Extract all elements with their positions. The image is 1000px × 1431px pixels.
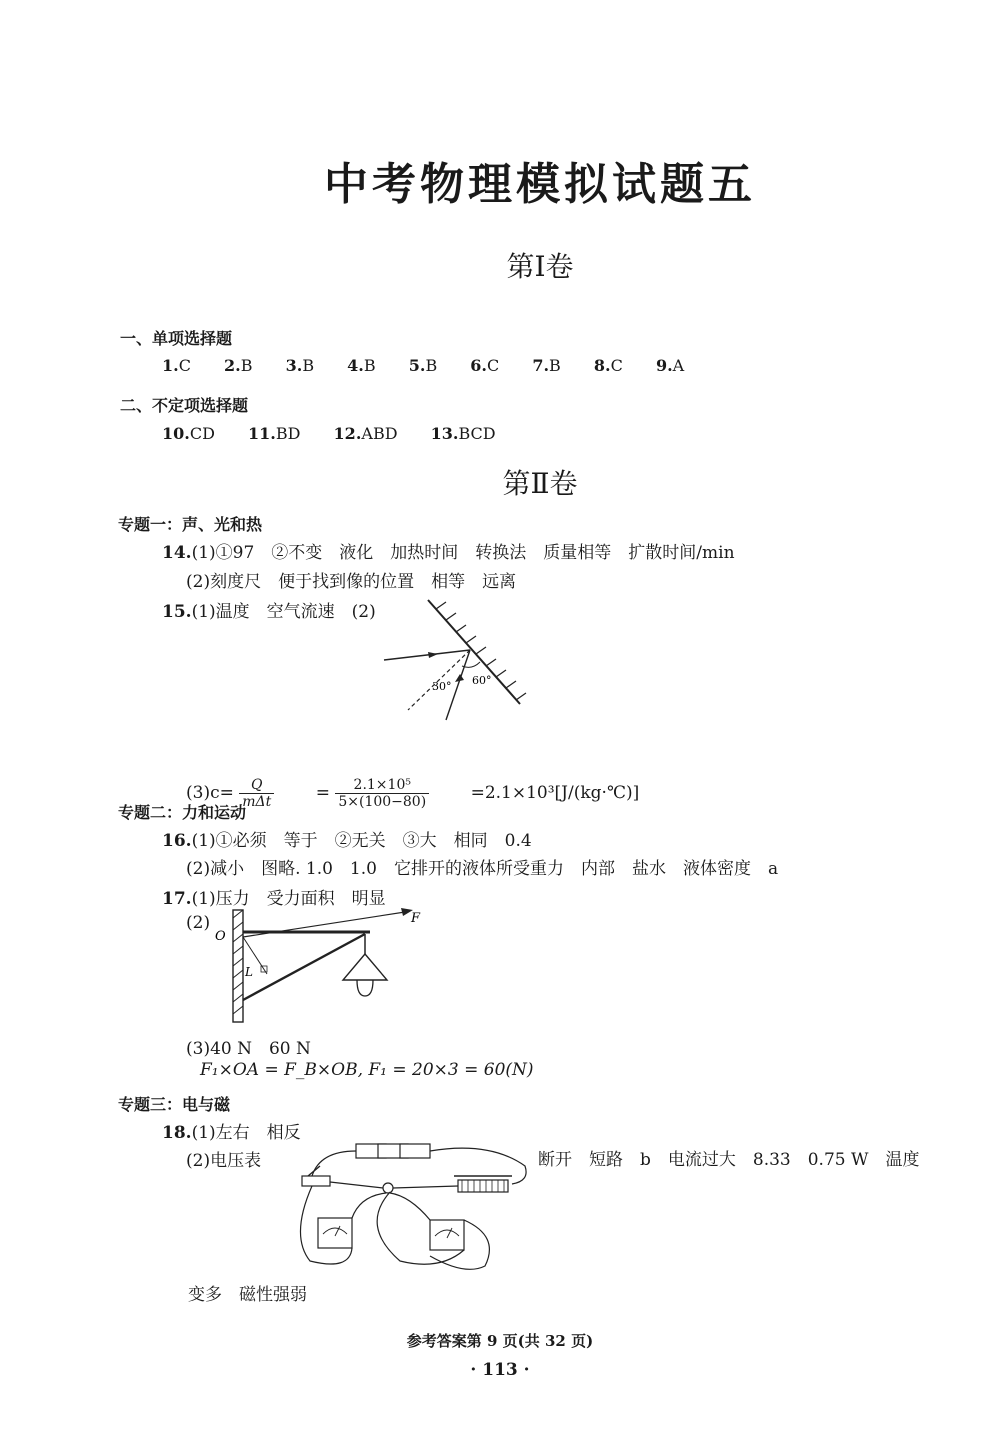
answer-item: 11.BD (248, 424, 301, 443)
answer-item: 5.B (408, 356, 438, 375)
q17-line1: 17.(1)压力 受力面积 明显 (162, 889, 386, 909)
q18-line2: (2)电压表 (186, 1151, 262, 1171)
reflection-diagram (380, 592, 540, 722)
answer-item: 12.ABD (333, 424, 398, 443)
q14-line1: 14.(1)①97 ②不变 液化 加热时间 转换法 质量相等 扩散时间/min (162, 543, 735, 563)
topic2-heading: 专题二：力和运动 (118, 803, 247, 822)
angle-30-label: 30° (432, 680, 452, 693)
q14-line2: (2)刻度尺 便于找到像的位置 相等 远离 (186, 572, 517, 592)
q15-line1: 15.(1)温度 空气流速 (2) (162, 602, 376, 622)
q18-right-answers: 断开 短路 b 电流过大 8.33 0.75 W 温度 (538, 1150, 920, 1170)
section1-heading: 一、单项选择题 (120, 329, 233, 348)
circuit-diagram (290, 1136, 535, 1276)
q16-line1: 16.(1)①必须 等于 ②无关 ③大 相同 0.4 (162, 831, 532, 851)
page-title: 中考物理模拟试题五 (324, 159, 756, 210)
q17-formula: F₁×OA = F_B×OB, F₁ = 20×3 = 60(N) (200, 1060, 534, 1080)
topic1-heading: 专题一：声、光和热 (118, 515, 263, 534)
answer-item: 8.C (593, 356, 623, 375)
topic3-heading: 专题三：电与磁 (118, 1095, 231, 1114)
page-number: · 113 · (470, 1360, 530, 1380)
q17-part2-label: (2) (186, 913, 211, 933)
answer-item: 4.B (347, 356, 376, 375)
force-f-label: F (411, 911, 421, 926)
q16-line2: (2)减小 图略. 1.0 1.0 它排开的液体所受重力 内部 盐水 液体密度 a (186, 859, 779, 879)
section1-answers (162, 356, 684, 375)
answer-item: 13.BCD (430, 424, 496, 443)
q17-line3: (3)40 N 60 N (186, 1039, 311, 1059)
q18-tail: 变多 磁性强弱 (188, 1285, 307, 1305)
answer-item: 10.CD (162, 424, 215, 443)
fraction-q-over-mdt: $\frac{Q}{\text{mΔt}}$ (239, 777, 292, 810)
angle-60-label: 60° (472, 674, 492, 687)
section2-heading: 二、不定项选择题 (120, 396, 249, 415)
lever-arm-l-label: L (245, 965, 253, 979)
footer-reference: 参考答案第 9 页(共 32 页) (406, 1332, 594, 1350)
volume-2-heading: 第Ⅱ卷 (502, 467, 578, 500)
answer-item: 9.A (655, 356, 685, 375)
answer-item: 6.C (470, 356, 500, 375)
section2-answers (162, 424, 496, 443)
answer-item: 1.C (162, 356, 191, 375)
volume-1-heading: 第Ⅰ卷 (506, 250, 574, 283)
q18-line1: 18.(1)左右 相反 (162, 1123, 301, 1143)
q15-formula: (3)c= $\frac{Q}{\text{mΔt}}$ = $\frac{\text{2.1×10⁵}}{5\times(100-80)}$ =2.1×10³[J/(kg·℃)] (186, 777, 640, 810)
answer-item: 2.B (224, 356, 253, 375)
lever-lamp-diagram (205, 904, 430, 1029)
answer-item: 7.B (532, 356, 561, 375)
pivot-o-label: O (215, 929, 226, 944)
answer-item: 3.B (285, 356, 315, 375)
fraction-values: $\frac{\text{2.1×10⁵}}{5\times(100-80)}$ (335, 777, 447, 810)
